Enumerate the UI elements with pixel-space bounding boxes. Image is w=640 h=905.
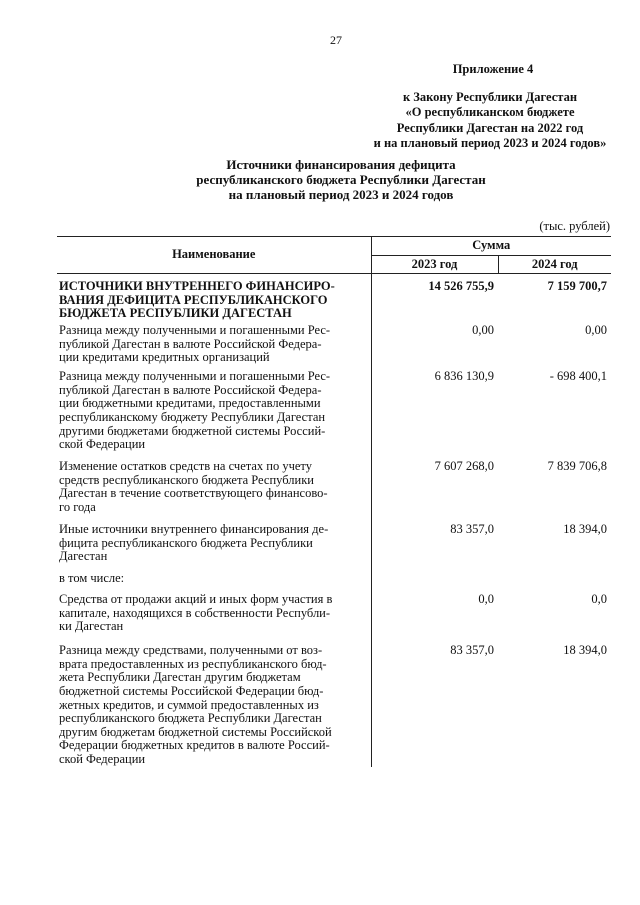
header-year-2023: 2023 год [371, 255, 498, 274]
row-name-line: средств республиканского бюджета Республики [59, 472, 314, 487]
row-name [57, 274, 371, 325]
table-row [57, 523, 611, 572]
row-value-2023: 0,00 [371, 324, 498, 370]
row-value-2023: 83 357,0 [371, 523, 498, 572]
row-name-line: Федерации бюджетных кредитов в валюте Россий- [59, 738, 330, 753]
header-name: Наименование [57, 237, 371, 274]
row-value-2024: - 698 400,1 [549, 369, 607, 384]
appendix-line: Республики Дагестан на 2022 год [396, 120, 584, 135]
page-number: 27 [330, 33, 342, 47]
row-name-line: жетных кредитов, и суммой предоставленных из [59, 697, 319, 712]
header-year-2024: 2024 год [498, 255, 611, 274]
row-name-line: Изменение остатков средств на счетах по учету [59, 459, 312, 474]
row-name-line: публикой Дагестан в валюте Российской Федера- [59, 336, 322, 351]
row-name-line: жета Республики Дагестан другим бюджетам [59, 670, 301, 685]
row-name-line: ИСТОЧНИКИ ВНУТРЕННЕГО ФИНАНСИРО- [59, 279, 335, 294]
row-name-line: капитале, находящихся в собственности Республи- [59, 605, 331, 620]
row-name-line: ции бюджетными кредитами, предоставленными [59, 396, 321, 411]
document-title-line: на плановый период 2023 и 2024 годов [228, 187, 454, 202]
table-row [57, 370, 611, 460]
row-value-2023: 6 836 130,9 [371, 370, 498, 460]
appendix-line: «О республиканском бюджете [405, 105, 575, 119]
row-value-2024: 7 839 706,8 [547, 459, 607, 474]
appendix-block [330, 62, 640, 152]
row-name-line: Разница между полученными и погашенными Рес- [59, 369, 331, 384]
financing-sources-table [57, 236, 611, 767]
row-value-2023: 14 526 755,9 [371, 274, 498, 325]
row-name [57, 460, 371, 523]
row-name-line: врата предоставленных из республиканского бюд- [59, 656, 327, 671]
table-row [57, 572, 611, 593]
row-name-line: ской Федерации [59, 437, 146, 452]
row-name-line: другими бюджетами бюджетной системы Россий- [59, 423, 326, 438]
row-name-line: ции кредитами кредитных организаций [59, 350, 270, 365]
row-name [57, 324, 371, 370]
row-name [57, 523, 371, 572]
row-name [57, 593, 371, 644]
row-name-line: в том числе: [59, 571, 125, 586]
document-title [120, 157, 562, 202]
row-value-2023: 0,0 [371, 593, 498, 644]
table-row [57, 460, 611, 523]
header-sum: Сумма [371, 237, 611, 256]
row-name-line: Дагестан [59, 549, 108, 564]
units-label: (тыс. рублей) [539, 219, 610, 233]
appendix-line: к Закону Республики Дагестан [402, 89, 578, 104]
row-value-2024: 18 394,0 [563, 522, 607, 537]
row-name-line: Дагестан в течение соответствующего финансово- [59, 486, 328, 501]
row-name-line: БЮДЖЕТА РЕСПУБЛИКИ ДАГЕСТАН [59, 306, 292, 321]
row-name [57, 370, 371, 460]
table-row [57, 593, 611, 644]
row-value-2024: 0,0 [591, 592, 607, 607]
table-row [57, 324, 611, 370]
row-name-line: республиканского бюджета Республики Дагестан [59, 711, 322, 726]
row-name-line: Разница между средствами, полученными от воз- [59, 643, 323, 658]
row-name-line: Разница между полученными и погашенными Рес- [59, 323, 331, 338]
row-value-2023: 83 357,0 [371, 644, 498, 766]
appendix-line: и на плановый период 2023 и 2024 годов» [373, 136, 607, 150]
row-name-line: Средства от продажи акций и иных форм участия в [59, 592, 333, 607]
row-value-2024: 18 394,0 [563, 643, 607, 658]
appendix-title: Приложение 4 [452, 62, 534, 76]
row-name-line: ки Дагестан [59, 619, 124, 634]
row-value-2023 [371, 572, 498, 593]
row-name-line: другим бюджетам бюджетной системы Российской [59, 724, 332, 739]
document-title-line: Источники финансирования дефицита [226, 157, 456, 172]
row-value-2024: 0,00 [585, 323, 607, 338]
row-name-line: фицита республиканского бюджета Республики [59, 535, 313, 550]
row-name-line: бюджетной системы Российской Федерации бюд- [59, 683, 324, 698]
row-name-line: ской Федерации [59, 751, 146, 766]
row-value-2023: 7 607 268,0 [371, 460, 498, 523]
row-name-line: го года [59, 499, 96, 514]
row-name-line: республиканскому бюджету Республики Дагестан [59, 409, 326, 424]
row-value-2024: 7 159 700,7 [547, 279, 607, 294]
row-name-line: ВАНИЯ ДЕФИЦИТА РЕСПУБЛИКАНСКОГО [59, 292, 328, 307]
row-name [57, 644, 371, 766]
table-row [57, 644, 611, 766]
table-row [57, 274, 611, 325]
row-value-2024 [498, 572, 611, 593]
row-name-line: Иные источники внутреннего финансирования де- [59, 522, 329, 537]
row-name [57, 572, 371, 593]
row-name-line: публикой Дагестан в валюте Российской Федера- [59, 382, 322, 397]
document-title-line: республиканского бюджета Республики Дагестан [196, 172, 486, 187]
table-header-row [57, 237, 611, 256]
